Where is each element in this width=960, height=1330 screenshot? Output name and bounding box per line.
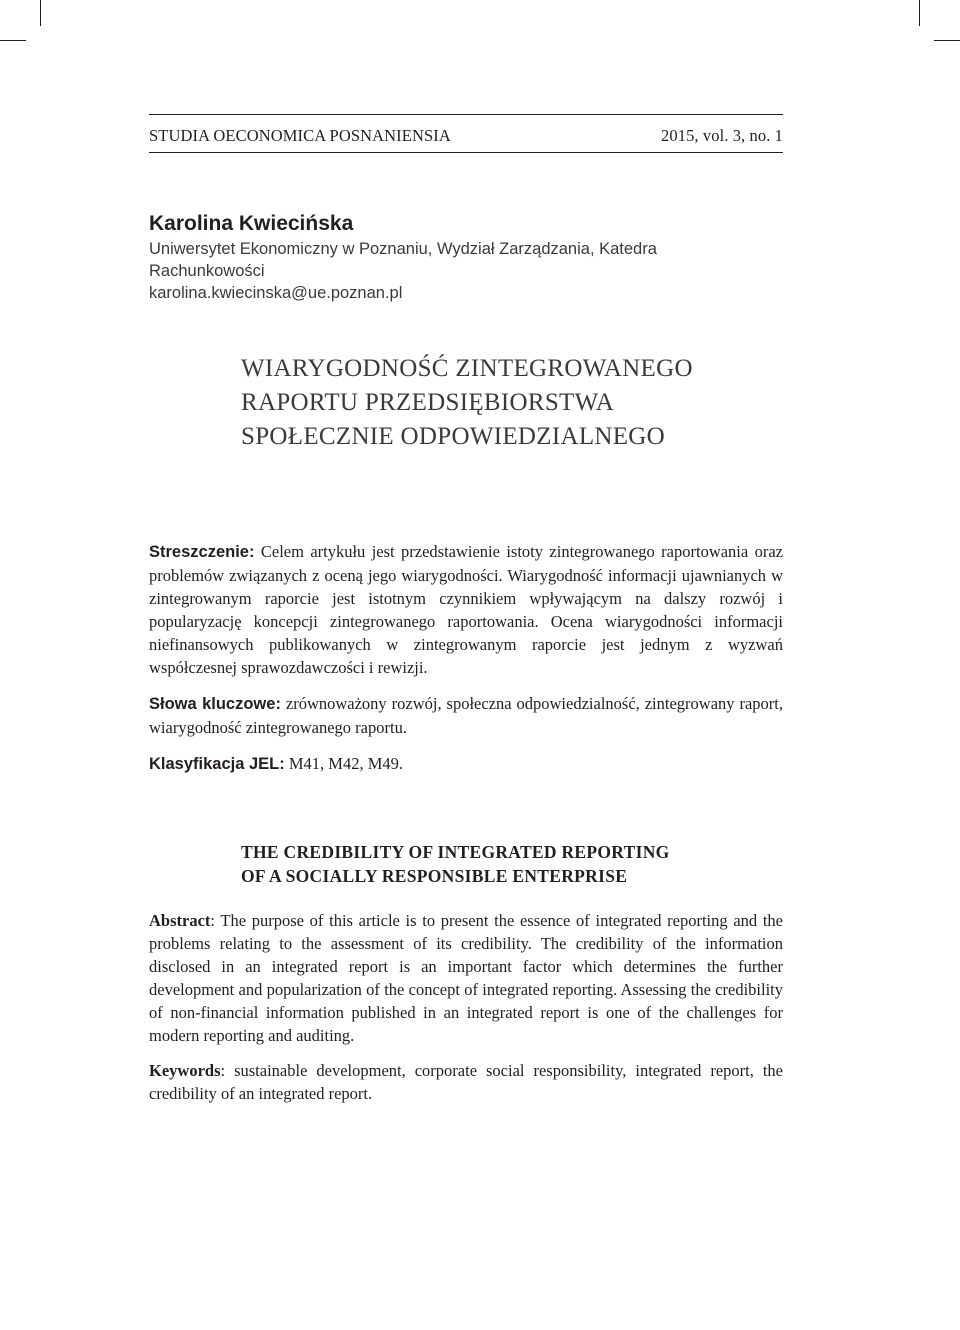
crop-mark bbox=[0, 40, 26, 41]
article-title-en bbox=[241, 840, 781, 888]
jel-text: M41, M42, M49. bbox=[284, 754, 404, 773]
author-affiliation: Uniwersytet Ekonomiczny w Poznaniu, Wydział Zarządzania, Katedra Rachunkowości bbox=[149, 240, 657, 280]
author-email[interactable]: karolina.kwiecinska@ue.poznan.pl bbox=[149, 284, 403, 302]
abstract-en-text: : The purpose of this article is to present the essence of integrated reporting and the problems relating to the assessment of its credibility. The credibility of the information disclosed in an integrated report is an important factor which determines the further development and popularization of the concept of integrated reporting. Assessing the credibility of non-financial information published in an integrated report is one of the challenges for modern reporting and auditing. bbox=[149, 911, 783, 1045]
abstract-pl-label: Streszczenie: bbox=[149, 543, 255, 561]
crop-mark bbox=[919, 0, 920, 26]
abstract-en-section bbox=[149, 909, 783, 1105]
keywords-pl-label: Słowa kluczowe: bbox=[149, 695, 281, 713]
abstract-en-label: Abstract bbox=[149, 911, 211, 930]
keywords-pl-text: zrównoważony rozwój, społeczna odpowiedzialność, zintegrowany raport, wiarygodność zintegrowanego raportu. bbox=[149, 694, 783, 737]
author-block bbox=[149, 210, 749, 304]
title-pl-line: RAPORTU PRZEDSIĘBIORSTWA bbox=[241, 389, 615, 416]
article-title-pl bbox=[241, 352, 801, 454]
keywords-pl bbox=[149, 692, 783, 739]
title-pl-line: SPOŁECZNIE ODPOWIEDZIALNEGO bbox=[241, 423, 666, 450]
title-en-line: THE CREDIBILITY OF INTEGRATED REPORTING bbox=[241, 842, 670, 862]
jel-label: Klasyfikacja JEL: bbox=[149, 755, 285, 773]
jel-classification bbox=[149, 752, 783, 776]
keywords-en-label: Keywords bbox=[149, 1061, 221, 1080]
title-en-line: OF A SOCIALLY RESPONSIBLE ENTERPRISE bbox=[241, 866, 628, 886]
issue-info: 2015, vol. 3, no. 1 bbox=[661, 126, 783, 145]
abstract-pl-section bbox=[149, 540, 783, 776]
journal-name: STUDIA OECONOMICA POSNANIENSIA bbox=[149, 126, 451, 145]
abstract-pl-text: Celem artykułu jest przedstawienie istoty zintegrowanego raportowania oraz problemów związanych z oceną jego wiarygodności. Wiarygodność informacji ujawnianych w zintegrowanym raporcie jest istotnym czynnikiem wpływającym na dalszy rozwój i popularyzację koncepcji zintegrowanego raportowania. Ocena wiarygodności informacji niefinansowych publikowanych w zintegrowanym raporcie jest jednym z wyzwań współczesnej sprawozdawczości i rewizji. bbox=[149, 542, 783, 677]
crop-mark bbox=[934, 40, 960, 41]
keywords-en bbox=[149, 1059, 783, 1105]
abstract-en bbox=[149, 909, 783, 1047]
header-rule-top bbox=[149, 114, 783, 115]
author-name: Karolina Kwiecińska bbox=[149, 212, 354, 235]
title-pl-line: WIARYGODNOŚĆ ZINTEGROWANEGO bbox=[241, 355, 693, 382]
keywords-en-text: : sustainable development, corporate social responsibility, integrated report, the credibility of an integrated report. bbox=[149, 1061, 783, 1103]
running-head bbox=[149, 126, 783, 146]
crop-mark bbox=[40, 0, 41, 26]
header-rule-bottom bbox=[149, 152, 783, 153]
abstract-pl bbox=[149, 540, 783, 679]
